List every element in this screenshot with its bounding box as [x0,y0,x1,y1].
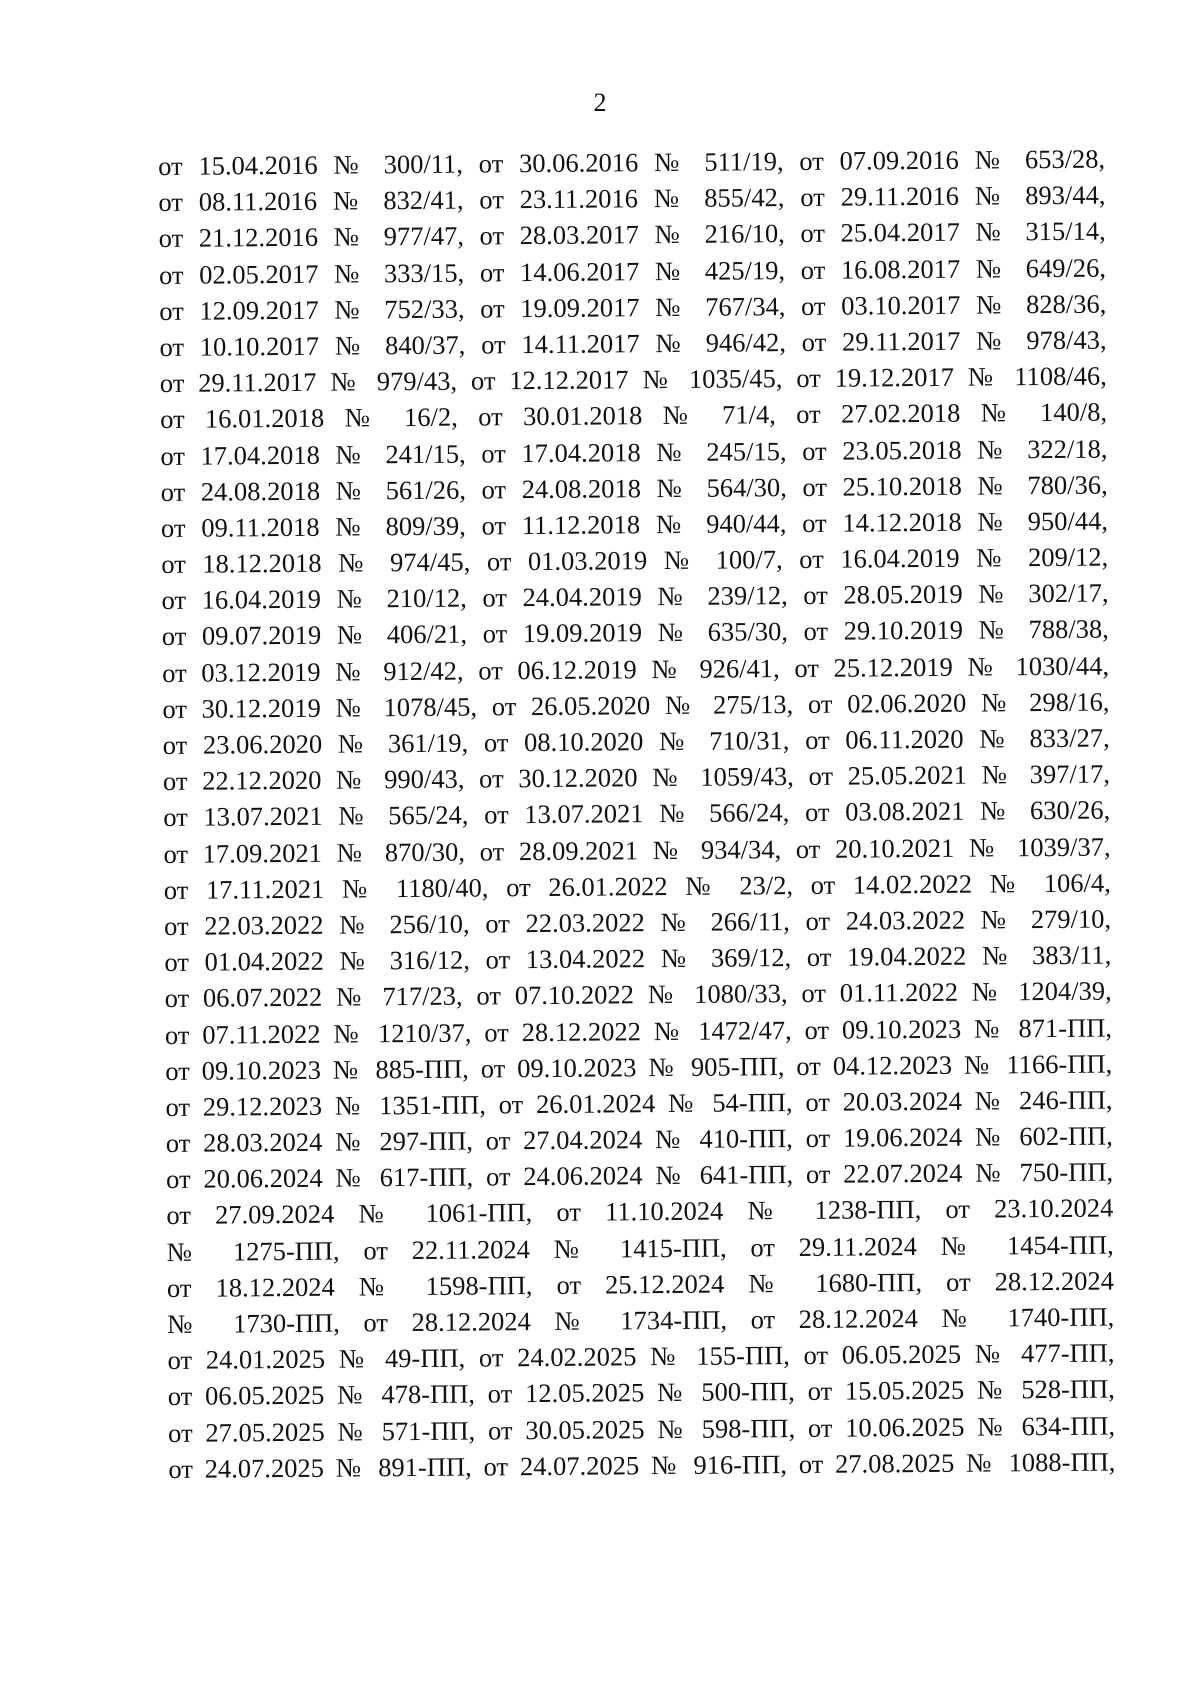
text-line: от 10.10.2017 № 840/37, от 14.11.2017 № 946/42, от 29.11.2017 № 978/43, [159,324,1107,362]
text-line: от 07.11.2022 № 1210/37, от 28.12.2022 № 1472/47, от 09.10.2023 № 871-ПП, [164,1012,1113,1050]
text-line: от 17.09.2021 № 870/30, от 28.09.2021 № 934/34, от 20.10.2021 № 1039/37, [163,831,1111,869]
text-line: от 29.12.2023 № 1351-ПП, от 26.01.2024 № 54-ПП, от 20.03.2024 № 246-ПП, [165,1084,1113,1122]
text-line: от 16.01.2018 № 16/2, от 30.01.2018 № 71/4, от 27.02.2018 № 140/8, [160,396,1108,435]
text-line: от 03.12.2019 № 912/42, от 06.12.2019 № 926/41, от 25.12.2019 № 1030/44, [162,650,1110,688]
text-line: от 09.10.2023 № 885-ПП, от 09.10.2023 № 905-ПП, от 04.12.2023 № 1166-ПП, [165,1048,1113,1086]
amendments-list [158,141,1115,1487]
text-line: от 16.04.2019 № 210/12, от 24.04.2019 № 239/12, от 28.05.2019 № 302/17, [161,577,1109,616]
text-line: от 27.05.2025 № 571-ПП, от 30.05.2025 № 598-ПП, от 10.06.2025 № 634-ПП, [167,1410,1116,1448]
text-line: № 1275-ПП, от 22.11.2024 № 1415-ПП, от 29.11.2024 № 1454-ПП, [166,1229,1114,1267]
text-line: от 17.04.2018 № 241/15, от 17.04.2018 № 245/15, от 23.05.2018 № 322/18, [160,433,1108,471]
text-line: от 30.12.2019 № 1078/45, от 26.05.2020 № 275/13, от 02.06.2020 № 298/16, [162,686,1110,724]
text-line: от 29.11.2017 № 979/43, от 12.12.2017 № 1035/45, от 19.12.2017 № 1108/46, [159,360,1107,399]
text-line: от 24.08.2018 № 561/26, от 24.08.2018 № 564/30, от 25.10.2018 № 780/36, [160,469,1108,507]
text-line: от 06.05.2025 № 478-ПП, от 12.05.2025 № 500-ПП, от 15.05.2025 № 528-ПП, [167,1373,1115,1412]
text-line: от 24.01.2025 № 49-ПП, от 24.02.2025 № 155-ПП, от 06.05.2025 № 477-ПП, [167,1337,1115,1376]
text-line: от 15.04.2016 № 300/11, от 30.06.2016 № 511/19, от 07.09.2016 № 653/28, [158,143,1106,181]
text-line: от 23.06.2020 № 361/19, от 08.10.2020 № 710/31, от 06.11.2020 № 833/27, [162,722,1110,760]
text-line: от 24.07.2025 № 891-ПП, от 24.07.2025 № 916-ПП, от 27.08.2025 № 1088-ПП, [168,1446,1116,1484]
text-line: от 18.12.2024 № 1598-ПП, от 25.12.2024 № 1680-ПП, от 28.12.2024 [166,1265,1115,1303]
text-line: от 18.12.2018 № 974/45, от 01.03.2019 № 100/7, от 16.04.2019 № 209/12, [161,541,1109,580]
text-line: от 09.11.2018 № 809/39, от 11.12.2018 № 940/44, от 14.12.2018 № 950/44, [160,505,1109,543]
text-line: № 1730-ПП, от 28.12.2024 № 1734-ПП, от 28.12.2024 № 1740-ПП, [167,1301,1115,1339]
text-line: от 13.07.2021 № 565/24, от 13.07.2021 № 566/24, от 03.08.2021 № 630/26, [163,794,1111,833]
text-line: от 27.09.2024 № 1061-ПП, от 11.10.2024 № 1238-ПП, от 23.10.2024 [166,1192,1114,1231]
text-line: от 28.03.2024 № 297-ПП, от 27.04.2024 № 410-ПП, от 19.06.2024 № 602-ПП, [165,1120,1113,1159]
text-line: от 22.03.2022 № 256/10, от 22.03.2022 № 266/11, от 24.03.2022 № 279/10, [163,903,1112,941]
text-line: от 20.06.2024 № 617-ПП, от 24.06.2024 № 641-ПП, от 22.07.2024 № 750-ПП, [165,1156,1114,1195]
text-line: от 02.05.2017 № 333/15, от 14.06.2017 № 425/19, от 16.08.2017 № 649/26, [158,252,1107,290]
text-line: от 09.07.2019 № 406/21, от 19.09.2019 № 635/30, от 29.10.2019 № 788/38, [161,613,1109,652]
text-line: от 06.07.2022 № 717/23, от 07.10.2022 № 1080/33, от 01.11.2022 № 1204/39, [164,975,1112,1014]
text-line: от 01.04.2022 № 316/12, от 13.04.2022 № 369/12, от 19.04.2022 № 383/11, [164,939,1112,978]
text-line: от 22.12.2020 № 990/43, от 30.12.2020 № 1059/43, от 25.05.2021 № 397/17, [162,758,1111,797]
text-line: от 12.09.2017 № 752/33, от 19.09.2017 № 767/34, от 03.10.2017 № 828/36, [159,288,1107,326]
page-number: 2 [593,88,607,117]
text-line: от 21.12.2016 № 977/47, от 28.03.2017 № 216/10, от 25.04.2017 № 315/14, [158,215,1106,254]
text-line: от 08.11.2016 № 832/41, от 23.11.2016 № 855/42, от 29.11.2016 № 893/44, [158,179,1106,218]
text-line: от 17.11.2021 № 1180/40, от 26.01.2022 № 23/2, от 14.02.2022 № 106/4, [163,867,1111,905]
